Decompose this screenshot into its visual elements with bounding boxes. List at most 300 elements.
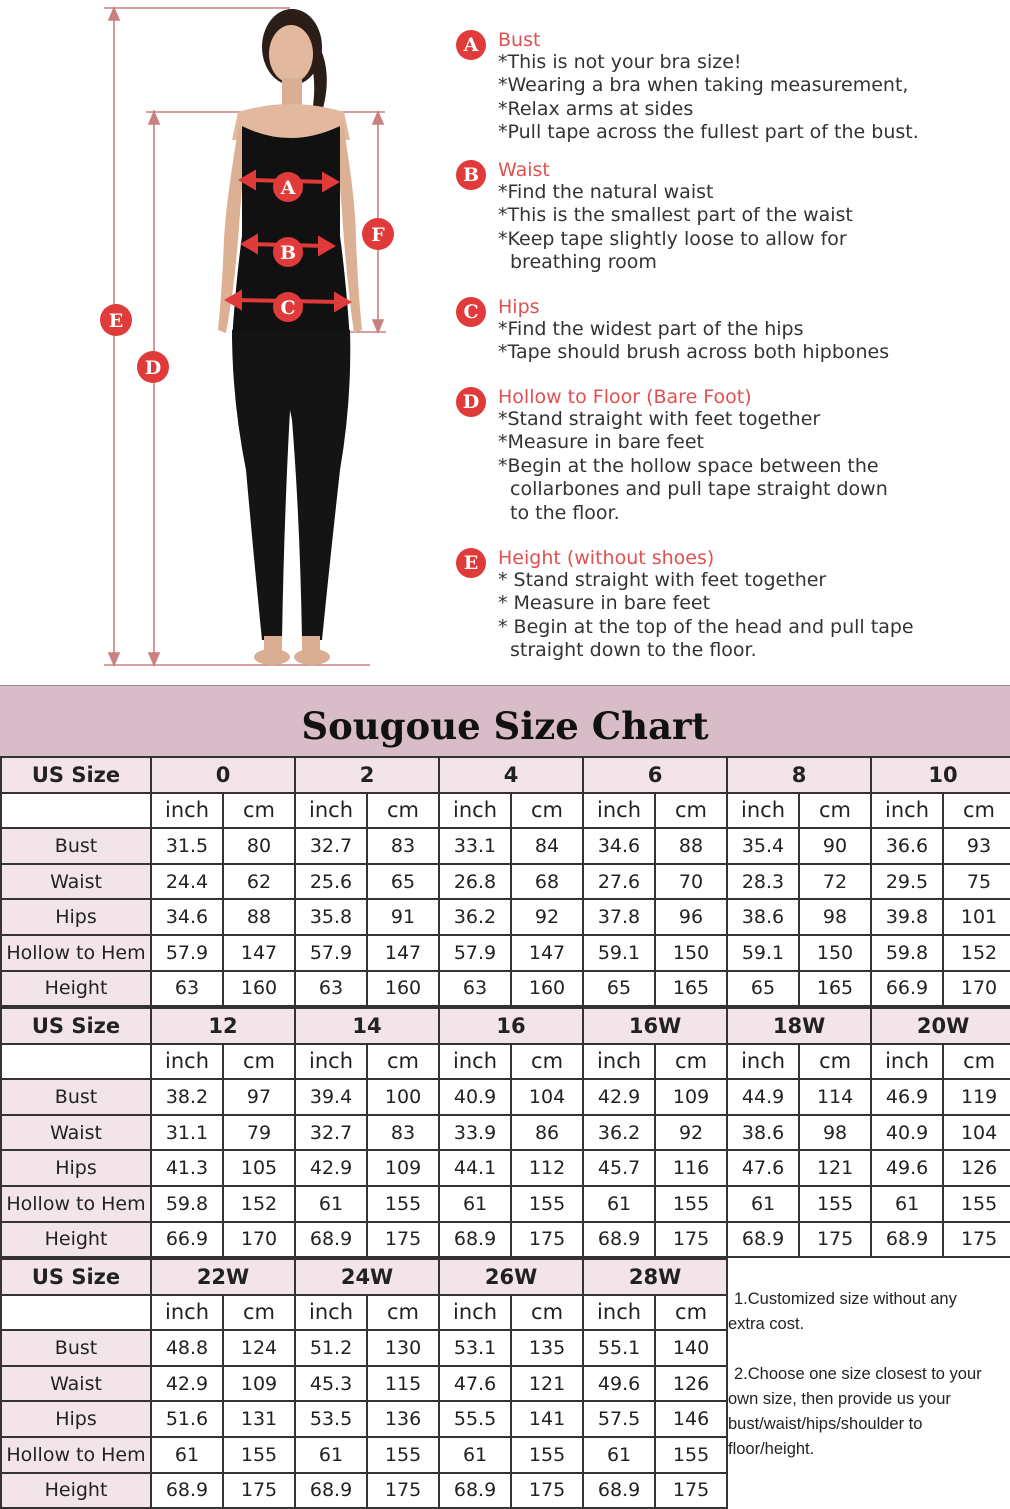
table-cell: 141 — [511, 1401, 583, 1437]
table-row — [1, 1079, 1010, 1115]
table-cell: 61 — [583, 1186, 655, 1222]
row-label: Height — [1, 971, 151, 1007]
unit-row-label — [1, 1295, 151, 1331]
instruction-line: * Measure in bare feet — [498, 592, 711, 615]
size-table-2 — [0, 1007, 1010, 1258]
measurement-hollow — [456, 385, 996, 535]
table-cell: 175 — [223, 1473, 295, 1509]
table-cell: 72 — [799, 864, 871, 900]
table-cell: 27.6 — [583, 864, 655, 900]
row-label: Bust — [1, 1079, 151, 1115]
table-row — [1, 828, 1010, 864]
svg-text:C: C — [280, 297, 296, 319]
table-cell: 48.8 — [151, 1330, 223, 1366]
figure-silhouette — [218, 9, 362, 665]
table-cell: 40.9 — [871, 1115, 943, 1151]
table-cell: 175 — [943, 1222, 1010, 1258]
row-label: Hips — [1, 1150, 151, 1186]
table-cell: 28.3 — [727, 864, 799, 900]
instruction-line: *Tape should brush across both hipbones — [498, 341, 890, 364]
unit-row-label — [1, 1044, 151, 1080]
table-cell: 83 — [367, 828, 439, 864]
table-cell: 96 — [655, 899, 727, 935]
table-cell: 44.1 — [439, 1150, 511, 1186]
table-cell: 155 — [367, 1437, 439, 1473]
table-cell: 126 — [655, 1366, 727, 1402]
table-cell: 155 — [655, 1186, 727, 1222]
size-table-1 — [0, 756, 1010, 1007]
table-cell: 68.9 — [295, 1473, 367, 1509]
table-cell: 70 — [655, 864, 727, 900]
table-cell: 155 — [511, 1437, 583, 1473]
size-column-header: 14 — [295, 1008, 439, 1044]
instruction-line: to the floor. — [510, 501, 620, 524]
unit-inch-label: inch — [439, 793, 511, 829]
size-column-header: 4 — [439, 757, 583, 793]
table-cell: 68.9 — [583, 1473, 655, 1509]
unit-cm-label: cm — [223, 1295, 295, 1331]
instruction-line: *Find the natural waist — [498, 181, 714, 203]
table-cell: 62 — [223, 864, 295, 900]
size-column-header: 2 — [295, 757, 439, 793]
unit-inch-label: inch — [295, 1044, 367, 1080]
table-cell: 61 — [583, 1437, 655, 1473]
measurement-title: Hollow to Floor (Bare Foot) — [498, 386, 752, 408]
unit-cm-label: cm — [943, 793, 1010, 829]
table-cell: 83 — [367, 1115, 439, 1151]
table-cell: 109 — [367, 1150, 439, 1186]
table-cell: 35.8 — [295, 899, 367, 935]
row-label: Hollow to Hem — [1, 935, 151, 971]
table-cell: 45.7 — [583, 1150, 655, 1186]
row-label: Waist — [1, 1366, 151, 1402]
table-cell: 135 — [511, 1330, 583, 1366]
table-cell: 116 — [655, 1150, 727, 1186]
table-cell: 36.2 — [439, 899, 511, 935]
row-label: Bust — [1, 1330, 151, 1366]
table-cell: 47.6 — [439, 1366, 511, 1402]
table-cell: 32.7 — [295, 828, 367, 864]
size-column-header: 24W — [295, 1259, 439, 1295]
table-cell: 65 — [367, 864, 439, 900]
table-cell: 155 — [655, 1437, 727, 1473]
unit-cm-label: cm — [655, 793, 727, 829]
table-cell: 80 — [223, 828, 295, 864]
table-cell: 97 — [223, 1079, 295, 1115]
measurement-hips — [456, 295, 996, 373]
note-line: 2.Choose one size closest to your — [734, 1365, 982, 1383]
table-cell: 49.6 — [583, 1366, 655, 1402]
table-cell: 160 — [367, 971, 439, 1007]
table-cell: 57.9 — [151, 935, 223, 971]
table-cell: 121 — [799, 1150, 871, 1186]
table-cell: 41.3 — [151, 1150, 223, 1186]
table-row — [1, 1401, 727, 1437]
table-cell: 119 — [943, 1079, 1010, 1115]
table-cell: 121 — [511, 1366, 583, 1402]
instruction-line: collarbones and pull tape straight down — [510, 478, 888, 501]
table-cell: 38.6 — [727, 1115, 799, 1151]
table-cell: 90 — [799, 828, 871, 864]
table-cell: 131 — [223, 1401, 295, 1437]
measurement-guide — [0, 0, 1010, 683]
table-cell: 38.6 — [727, 899, 799, 935]
table-cell: 88 — [223, 899, 295, 935]
table-cell: 152 — [223, 1186, 295, 1222]
measurement-bust — [456, 28, 996, 154]
size-column-header: 6 — [583, 757, 727, 793]
table-cell: 104 — [511, 1079, 583, 1115]
table-cell: 136 — [367, 1401, 439, 1437]
table-cell: 61 — [439, 1186, 511, 1222]
svg-text:E: E — [108, 310, 124, 332]
svg-text:F: F — [371, 224, 385, 246]
instruction-line: *Pull tape across the fullest part of the bust. — [498, 121, 919, 144]
table-cell: 91 — [367, 899, 439, 935]
table-cell: 147 — [511, 935, 583, 971]
table-row — [1, 1115, 1010, 1151]
table-cell: 45.3 — [295, 1366, 367, 1402]
table-cell: 150 — [799, 935, 871, 971]
table-cell: 49.6 — [871, 1150, 943, 1186]
unit-inch-label: inch — [727, 793, 799, 829]
table-cell: 39.8 — [871, 899, 943, 935]
table-row — [1, 1437, 727, 1473]
table-cell: 33.9 — [439, 1115, 511, 1151]
unit-row — [1, 1044, 1010, 1080]
size-column-header: 16W — [583, 1008, 727, 1044]
note-line: 1.Customized size without any — [734, 1290, 957, 1308]
size-column-header: 16 — [439, 1008, 583, 1044]
svg-text:A: A — [280, 177, 296, 199]
table-cell: 32.7 — [295, 1115, 367, 1151]
table-cell: 37.8 — [583, 899, 655, 935]
row-label: Bust — [1, 828, 151, 864]
table-cell: 170 — [943, 971, 1010, 1007]
table-cell: 66.9 — [151, 1222, 223, 1258]
table-cell: 59.1 — [583, 935, 655, 971]
note-line: bust/waist/hips/shoulder to — [728, 1415, 923, 1433]
table-cell: 46.9 — [871, 1079, 943, 1115]
table-cell: 175 — [367, 1222, 439, 1258]
instruction-line: * Stand straight with feet together — [498, 569, 827, 591]
note-line: own size, then provide us your — [728, 1390, 951, 1408]
table-cell: 24.4 — [151, 864, 223, 900]
unit-inch-label: inch — [151, 1044, 223, 1080]
table-cell: 165 — [799, 971, 871, 1007]
table-cell: 147 — [223, 935, 295, 971]
table-cell: 68.9 — [871, 1222, 943, 1258]
unit-inch-label: inch — [151, 793, 223, 829]
unit-row — [1, 1295, 727, 1331]
table-cell: 93 — [943, 828, 1010, 864]
measurement-title: Bust — [498, 29, 541, 51]
note-line: floor/height. — [728, 1440, 815, 1458]
table-cell: 146 — [655, 1401, 727, 1437]
table-cell: 63 — [151, 971, 223, 1007]
table-cell: 35.4 — [727, 828, 799, 864]
table-row — [1, 935, 1010, 971]
table-cell: 155 — [799, 1186, 871, 1222]
table-cell: 84 — [511, 828, 583, 864]
table-cell: 33.1 — [439, 828, 511, 864]
table-cell: 140 — [655, 1330, 727, 1366]
table-cell: 51.6 — [151, 1401, 223, 1437]
table-cell: 68.9 — [727, 1222, 799, 1258]
row-label: Waist — [1, 1115, 151, 1151]
table-cell: 155 — [943, 1186, 1010, 1222]
row-label: Hips — [1, 899, 151, 935]
table-cell: 65 — [727, 971, 799, 1007]
size-column-header: 22W — [151, 1259, 295, 1295]
table-cell: 31.1 — [151, 1115, 223, 1151]
table-cell: 124 — [223, 1330, 295, 1366]
table-cell: 92 — [655, 1115, 727, 1151]
table-cell: 40.9 — [439, 1079, 511, 1115]
row-label: Height — [1, 1473, 151, 1509]
row-label: Hollow to Hem — [1, 1186, 151, 1222]
size-column-header: 18W — [727, 1008, 871, 1044]
table-cell: 55.5 — [439, 1401, 511, 1437]
table-cell: 150 — [655, 935, 727, 971]
unit-cm-label: cm — [367, 1295, 439, 1331]
size-header-row — [1, 757, 1010, 793]
instruction-line: *Wearing a bra when taking measurement, — [498, 74, 909, 97]
svg-text:B: B — [279, 242, 297, 264]
table-cell: 105 — [223, 1150, 295, 1186]
unit-cm-label: cm — [223, 793, 295, 829]
table-cell: 75 — [943, 864, 1010, 900]
table-cell: 25.6 — [295, 864, 367, 900]
table-row — [1, 899, 1010, 935]
table-cell: 98 — [799, 1115, 871, 1151]
table-cell: 55.1 — [583, 1330, 655, 1366]
figure-badge-d — [137, 351, 169, 383]
table-cell: 68 — [511, 864, 583, 900]
table-cell: 29.5 — [871, 864, 943, 900]
size-column-header: 26W — [439, 1259, 583, 1295]
instruction-line: *Stand straight with feet together — [498, 408, 821, 430]
table-cell: 38.2 — [151, 1079, 223, 1115]
size-header-row — [1, 1008, 1010, 1044]
measurement-height — [456, 546, 996, 672]
unit-inch-label: inch — [727, 1044, 799, 1080]
unit-inch-label: inch — [871, 793, 943, 829]
table-cell: 34.6 — [151, 899, 223, 935]
table-cell: 61 — [871, 1186, 943, 1222]
table-row — [1, 971, 1010, 1007]
table-row — [1, 1150, 1010, 1186]
table-cell: 165 — [655, 971, 727, 1007]
table-cell: 155 — [367, 1186, 439, 1222]
table-cell: 36.6 — [871, 828, 943, 864]
table-cell: 51.2 — [295, 1330, 367, 1366]
table-cell: 68.9 — [583, 1222, 655, 1258]
chart-title: Sougoue Size Chart — [301, 704, 709, 748]
table-cell: 104 — [943, 1115, 1010, 1151]
instruction-line: breathing room — [510, 251, 657, 274]
us-size-header: US Size — [1, 757, 151, 793]
table-cell: 47.6 — [727, 1150, 799, 1186]
unit-cm-label: cm — [943, 1044, 1010, 1080]
size-notes — [728, 1287, 1008, 1462]
table-cell: 57.9 — [439, 935, 511, 971]
row-label: Waist — [1, 864, 151, 900]
table-cell: 61 — [727, 1186, 799, 1222]
unit-cm-label: cm — [367, 793, 439, 829]
instruction-line: *Find the widest part of the hips — [498, 318, 804, 340]
table-cell: 175 — [367, 1473, 439, 1509]
table-cell: 42.9 — [151, 1366, 223, 1402]
instruction-line: *Relax arms at sides — [498, 97, 694, 120]
letter-badge: B — [456, 160, 486, 190]
figure-badge-f — [362, 218, 394, 250]
table-cell: 42.9 — [583, 1079, 655, 1115]
unit-inch-label: inch — [439, 1295, 511, 1331]
table-cell: 59.8 — [871, 935, 943, 971]
unit-cm-label: cm — [511, 793, 583, 829]
note-spacer — [728, 1337, 1008, 1362]
unit-cm-label: cm — [799, 793, 871, 829]
table-cell: 59.1 — [727, 935, 799, 971]
table-cell: 98 — [799, 899, 871, 935]
unit-inch-label: inch — [583, 1295, 655, 1331]
table-row — [1, 1366, 727, 1402]
table-cell: 68.9 — [439, 1473, 511, 1509]
table-cell: 114 — [799, 1079, 871, 1115]
table-cell: 175 — [655, 1222, 727, 1258]
figure-badge-c — [273, 292, 303, 322]
unit-cm-label: cm — [799, 1044, 871, 1080]
unit-inch-label: inch — [439, 1044, 511, 1080]
table-cell: 147 — [367, 935, 439, 971]
row-label: Height — [1, 1222, 151, 1258]
table-cell: 126 — [943, 1150, 1010, 1186]
table-cell: 68.9 — [295, 1222, 367, 1258]
table-row — [1, 864, 1010, 900]
figure-badge-a — [273, 172, 303, 202]
figure-badge-b — [273, 237, 303, 267]
unit-row-label — [1, 793, 151, 829]
table-cell: 170 — [223, 1222, 295, 1258]
table-row — [1, 1473, 727, 1509]
instruction-line: *Begin at the hollow space between the — [498, 454, 879, 477]
table-cell: 42.9 — [295, 1150, 367, 1186]
table-cell: 61 — [295, 1437, 367, 1473]
table-cell: 109 — [223, 1366, 295, 1402]
chart-header-band — [0, 685, 1010, 758]
us-size-header: US Size — [1, 1008, 151, 1044]
unit-inch-label: inch — [295, 793, 367, 829]
measurement-title: Height (without shoes) — [498, 547, 715, 569]
letter-badge: D — [456, 387, 486, 417]
table-cell: 86 — [511, 1115, 583, 1151]
unit-inch-label: inch — [871, 1044, 943, 1080]
unit-inch-label: inch — [151, 1295, 223, 1331]
size-table-3 — [0, 1258, 728, 1509]
instruction-line: *This is the smallest part of the waist — [498, 204, 853, 227]
row-label: Hollow to Hem — [1, 1437, 151, 1473]
letter-badge: E — [456, 548, 486, 578]
instruction-line: *Measure in bare feet — [498, 431, 704, 454]
unit-row — [1, 793, 1010, 829]
table-cell: 39.4 — [295, 1079, 367, 1115]
table-row — [1, 1186, 1010, 1222]
table-cell: 109 — [655, 1079, 727, 1115]
table-cell: 61 — [295, 1186, 367, 1222]
table-cell: 63 — [439, 971, 511, 1007]
note-line: extra cost. — [728, 1315, 805, 1333]
model-figure-illustration — [0, 0, 450, 683]
unit-inch-label: inch — [583, 793, 655, 829]
unit-cm-label: cm — [511, 1295, 583, 1331]
table-cell: 68.9 — [151, 1473, 223, 1509]
table-cell: 175 — [655, 1473, 727, 1509]
table-cell: 92 — [511, 899, 583, 935]
table-cell: 115 — [367, 1366, 439, 1402]
table-cell: 175 — [511, 1473, 583, 1509]
row-label: Hips — [1, 1401, 151, 1437]
size-column-header: 10 — [871, 757, 1010, 793]
table-cell: 34.6 — [583, 828, 655, 864]
table-cell: 61 — [439, 1437, 511, 1473]
unit-cm-label: cm — [655, 1044, 727, 1080]
measurement-waist — [456, 158, 996, 284]
instruction-line: *This is not your bra size! — [498, 51, 742, 73]
measurement-title: Waist — [498, 159, 550, 181]
size-column-header: 28W — [583, 1259, 727, 1295]
table-cell: 175 — [799, 1222, 871, 1258]
table-cell: 53.1 — [439, 1330, 511, 1366]
table-cell: 65 — [583, 971, 655, 1007]
unit-cm-label: cm — [367, 1044, 439, 1080]
table-cell: 53.5 — [295, 1401, 367, 1437]
us-size-header: US Size — [1, 1259, 151, 1295]
table-cell: 130 — [367, 1330, 439, 1366]
table-cell: 155 — [511, 1186, 583, 1222]
table-cell: 152 — [943, 935, 1010, 971]
unit-cm-label: cm — [655, 1295, 727, 1331]
size-column-header: 20W — [871, 1008, 1010, 1044]
table-row — [1, 1330, 727, 1366]
unit-inch-label: inch — [583, 1044, 655, 1080]
svg-text:D: D — [144, 357, 162, 379]
table-cell: 79 — [223, 1115, 295, 1151]
size-column-header: 0 — [151, 757, 295, 793]
size-column-header: 12 — [151, 1008, 295, 1044]
table-cell: 31.5 — [151, 828, 223, 864]
table-cell: 44.9 — [727, 1079, 799, 1115]
letter-badge: C — [456, 297, 486, 327]
table-cell: 57.9 — [295, 935, 367, 971]
size-header-row — [1, 1259, 727, 1295]
table-cell: 59.8 — [151, 1186, 223, 1222]
table-cell: 63 — [295, 971, 367, 1007]
table-cell: 160 — [511, 971, 583, 1007]
instruction-line: * Begin at the top of the head and pull tape — [498, 615, 914, 638]
table-cell: 88 — [655, 828, 727, 864]
unit-inch-label: inch — [295, 1295, 367, 1331]
table-cell: 61 — [151, 1437, 223, 1473]
letter-badge: A — [456, 30, 486, 60]
table-cell: 26.8 — [439, 864, 511, 900]
table-cell: 66.9 — [871, 971, 943, 1007]
figure-badge-e — [100, 304, 132, 336]
measurement-title: Hips — [498, 296, 540, 318]
unit-cm-label: cm — [511, 1044, 583, 1080]
table-cell: 112 — [511, 1150, 583, 1186]
table-cell: 36.2 — [583, 1115, 655, 1151]
